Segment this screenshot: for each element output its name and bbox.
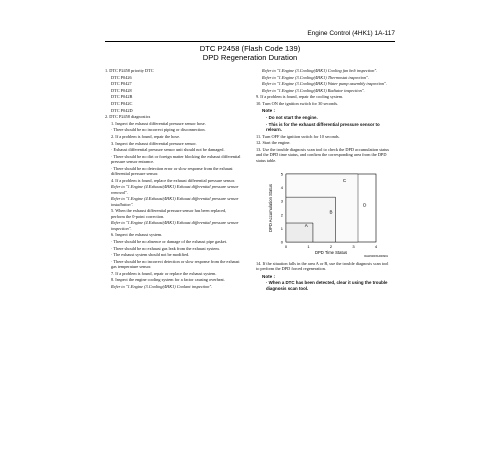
x-axis-label: DPD Time Status — [314, 249, 348, 255]
figure-id: RHW43WXH000901 — [364, 254, 388, 258]
left-column-line: DTC P0427 — [111, 81, 132, 87]
left-column-line: DTC P0428 — [111, 87, 132, 93]
left-column-line: · There should be no absence or damage of the exhaust pipe gasket. — [111, 238, 228, 244]
left-column — [105, 68, 241, 290]
left-column-line: 5. When the exhaust differential pressure sensor has been replaced, perform the 0-point correction. — [111, 208, 227, 219]
title-line-1: DTC P2458 (Flash Code 139) — [199, 44, 301, 53]
left-column-line: DTC P0426 — [111, 74, 132, 80]
right-column-top-line: 13. Use the trouble diagnosis scan tool to check the DPD accumulation status and the DPD time status, and confirm the corresponding area from the DPD status table. — [256, 146, 390, 163]
left-column-line: · There should be no incorrect piping or disconnection. — [111, 127, 206, 133]
x-tick-label: 1 — [307, 243, 310, 249]
header-rule — [105, 41, 395, 42]
y-tick-label: 5 — [280, 171, 283, 177]
left-column-line: · There should be no detection error or slow response from the exhaust differential pressure sensor. — [111, 165, 233, 177]
page-header: Engine Control (4HK1) 1A-117 — [307, 30, 395, 37]
left-column-line: Refer to "1.Engine (4.Exhaust(4HK1) Exhaust differential pressure sensor inspection". — [111, 220, 239, 231]
right-column-top-line: 9. If a problem is found, repair the cooling system. — [256, 94, 344, 100]
right-column-top-line: · Do not start the engine. — [266, 114, 318, 120]
y-tick-label: 0 — [280, 239, 283, 245]
right-column-top-line: 12. Start the engine. — [256, 140, 291, 146]
left-column-line: · Exhaust differential pressure sensor unit should not be damaged. — [111, 147, 225, 153]
right-column-top-line: Refer to "1.Engine (3.Cooling(4HK1) Water pump assembly inspection". — [262, 81, 387, 87]
left-column-line: · There should be no exhaust gas leak from the exhaust system. — [111, 245, 220, 251]
page-title — [105, 44, 395, 62]
right-column-bottom-line: Note : — [262, 273, 276, 279]
y-tick-label: 1 — [280, 225, 283, 231]
left-column-line: · There should be no incorrect detection or slow response from the exhaust gas temperature sensor. — [111, 258, 240, 270]
region-label-a: A — [304, 223, 308, 229]
left-column-line: 1. Inspect the exhaust differential pressure sensor hose. — [111, 120, 206, 126]
right-column-bottom-line: · When a DTC has been detected, clear it using the trouble diagnosis scan tool. — [266, 280, 388, 291]
right-column-top-line: 11. Turn OFF the ignition switch for 10 seconds. — [256, 133, 340, 139]
dpd-status-chart-svg — [264, 166, 390, 258]
left-column-line: Refer to "1.Engine (3.Cooling(4HK1) Coolant inspection". — [111, 283, 213, 289]
left-column-line: DTC P042B — [111, 94, 133, 100]
right-column-top-line: Note : — [262, 108, 276, 114]
title-line-2: DPD Regeneration Duration — [202, 53, 298, 62]
left-column-line: 4. If a problem is found, replace the exhaust differential pressure sensor. — [111, 177, 236, 183]
x-tick-label: 3 — [352, 243, 355, 249]
left-column-line: 3. Inspect the exhaust differential pressure sensor. — [111, 140, 197, 146]
x-tick-label: 4 — [374, 243, 378, 249]
region-label-c: C — [342, 178, 347, 184]
left-column-line: 7. If a problem is found, repair or replace the exhaust system. — [111, 270, 217, 276]
left-column-line: 8. Inspect the engine cooling system for a factor causing overheat. — [111, 277, 225, 283]
document-page — [105, 30, 395, 420]
left-column-line: 6. Inspect the exhaust system. — [111, 232, 163, 238]
right-column-bottom-line: 14. If the situation falls in the area A or B, use the trouble diagnosis scan tool to perform the DPD forced regeneration. — [256, 260, 389, 272]
region-a-area — [286, 223, 313, 242]
left-column-line: 1. DTC P2458 priority DTC — [105, 68, 154, 73]
left-column-line: · The exhaust system should not be modified. — [111, 252, 190, 258]
right-column-top-line: · This is for the exhaust differential pressure sensor to relearn. — [266, 121, 380, 132]
y-tick-label: 2 — [280, 212, 283, 218]
right-column-top-line: Refer to "1.Engine (3.Cooling(4HK1) Cooling fan belt inspection". — [262, 68, 378, 73]
left-column-line: Refer to "1.Engine (4.Exhaust(4HK1) Exhaust differential pressure sensor installation". — [111, 196, 239, 207]
left-column-line: 2. DTC P2458 diagnostics — [105, 114, 151, 120]
right-column — [256, 68, 392, 292]
left-column-line: · There should be no dirt or foreign matter blocking the exhaust differential pressure sensor entrance. — [111, 153, 241, 165]
left-column-line: Refer to "1.Engine (4.Exhaust(4HK1) Exhaust differential pressure sensor removal". — [111, 184, 239, 195]
left-column-line: 2. If a problem is found, repair the hose. — [111, 133, 181, 139]
x-tick-label: 2 — [329, 243, 333, 249]
left-column-line: DTC P042D — [111, 107, 133, 113]
left-column-line: DTC P042C — [111, 100, 133, 106]
right-column-top-line: Refer to "1.Engine (3.Cooling(4HK1) Thermostat inspection". — [262, 74, 369, 80]
region-label-d: D — [363, 202, 367, 208]
y-axis-label: DPD Accumulation Status — [268, 183, 273, 232]
right-column-bottom — [256, 261, 392, 291]
y-tick-label: 3 — [280, 198, 283, 204]
right-column-top-line: 10. Turn ON the ignition switch for 30 seconds. — [256, 100, 339, 106]
dpd-status-chart — [264, 166, 390, 258]
x-tick-label: 0 — [284, 243, 288, 249]
y-tick-label: 4 — [280, 185, 283, 191]
region-label-b: B — [329, 209, 333, 215]
right-column-top-line: Refer to "1.Engine (3.Cooling(4HK1) Radiator inspection". — [262, 87, 365, 93]
right-column-top — [256, 68, 392, 163]
